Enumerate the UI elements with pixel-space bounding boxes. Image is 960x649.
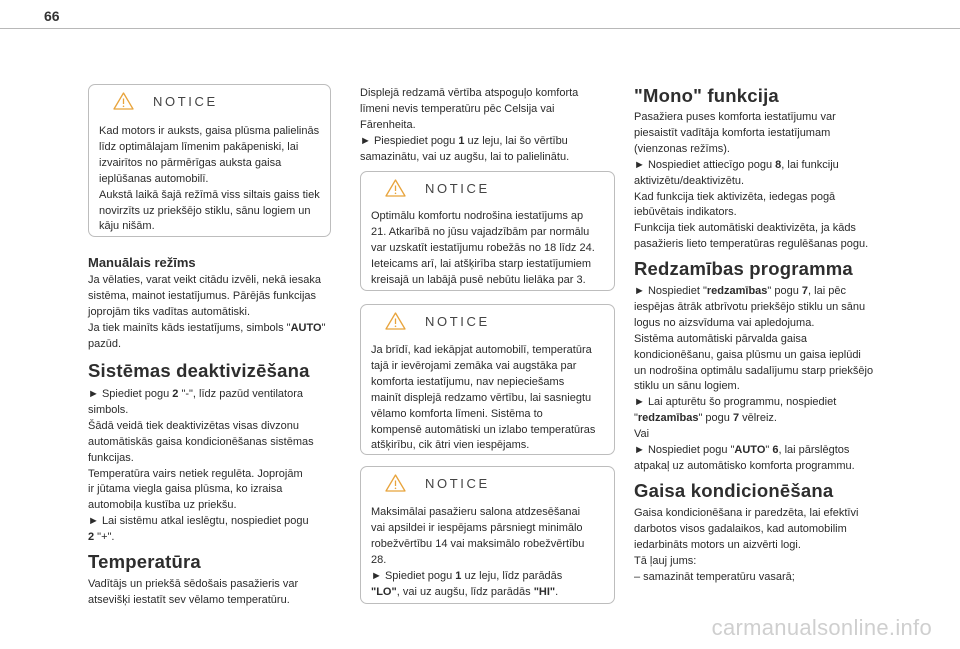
notice-box [360, 304, 615, 455]
manual-mode-text: Ja vēlaties, varat veikt citādu izvēli, nekā iesaka sistēma, mainot iestatījumus. Pārējās funkcijas joprojām tiks vadītas automātiski. Ja tiek mainīts kāds iestatījums, simbols "AUTO" pazūd. [88, 274, 326, 350]
notice-title: NOTICE [425, 476, 490, 491]
warning-icon [113, 92, 134, 110]
manual-mode-heading: Manuālais režīms [88, 255, 196, 270]
warning-icon [385, 179, 406, 197]
page-number: 66 [44, 8, 60, 24]
visibility-program-text: ► Nospiediet "redzamības" pogu 7, lai pēc iespējas ātrāk atbrīvotu priekšējo stiklu un sānu logus no aizsvīduma vai apledojuma. Sistēma automātiski pārvalda gaisa kondicionēšanu, gaisa plūsmu un gaisa ieplūdi un nodrošina optimālu sadalījumu starp priekšējo stiklu un sānu logiem. ► Lai apturētu šo programmu, nospiediet "redzamības" pogu 7 vēlreiz. Vai ► Nospiediet pogu "AUTO" 6, lai pārslēgtos atpakaļ uz automātisko komforta programmu. [634, 285, 874, 472]
mono-function-text: Pasažiera puses komforta iestatījumu var piesaistīt vadītāja komforta iestatījumam (vienzonas režīms). ► Nospiediet attiecīgo pogu 8, lai funkciju aktivizētu/deaktivizētu. Kad funkcija tiek aktivizēta, iedegas pogā iebūvētais indikators. Funkcija tiek automātiski deaktivizēta, ja kāds pasažieris lieto temperatūras regulēšanas pogu. [634, 111, 869, 251]
air-conditioning-heading: Gaisa kondicionēšana [634, 480, 834, 501]
notice-box [360, 171, 615, 291]
mono-function-heading: "Mono" funkcija [634, 85, 779, 106]
notice-title: NOTICE [425, 314, 490, 329]
notice-text: Ja brīdī, kad iekāpjat automobilī, temperatūra tajā ir ievērojami zemāka vai augstāka par komforta iestatījumu, nav nepieciešams mainīt displejā redzamo vērtību, lai sasniegtu vēlamo komforta līmeni. Sistēma to kompensē automātiski un izlabo temperatūras atšķirību, cik ātri vien iespējams. [371, 344, 596, 452]
warning-icon [385, 474, 406, 492]
temperature-text: Vadītājs un priekšā sēdošais pasažieris var atsevišķi iestatīt sev vēlamo temperatūru. [88, 578, 299, 606]
notice-title: NOTICE [153, 94, 218, 109]
notice-box [360, 466, 615, 604]
notice-title: NOTICE [425, 181, 490, 196]
air-conditioning-text: Gaisa kondicionēšana ir paredzēta, lai efektīvi darbotos visos gadalaikos, kad automobilim iedarbināts motors un aizvērti logi. Tā ļauj jums: – samazināt temperatūru vasarā; [634, 507, 859, 583]
warning-icon [385, 312, 406, 330]
top-divider [0, 28, 960, 29]
notice-text: Maksimālai pasažieru salona atdzesēšanai vai apsildei ir iespējams pārsniegt minimālo robežvērtību 14 vai maksimālo robežvērtību 28. ► Spiediet pogu 1 uz leju, līdz parādās "LO", vai uz augšu, līdz parādās "HI". [371, 506, 585, 598]
temperature-heading: Temperatūra [88, 551, 201, 572]
notice-text: Kad motors ir auksts, gaisa plūsma palielinās līdz optimālajam līmenim pakāpeniski, lai izvairītos no pārmērīgas auksta gaisa ieplūšanas automobilī. Aukstā laikā šajā režīmā viss siltais gaiss tiek novirzīts uz priekšējo stiklu, sānu logiem un kāju nišām. [99, 125, 320, 233]
deactivation-heading: Sistēmas deaktivizēšana [88, 360, 310, 381]
display-value-text: Displejā redzamā vērtība atspoguļo komforta līmeni nevis temperatūru pēc Celsija vai Fārenheita. ► Piespiediet pogu 1 uz leju, lai šo vērtību samazinātu, vai uz augšu, lai to palielinātu. [360, 87, 579, 163]
deactivation-text: ► Spiediet pogu 2 "-", līdz pazūd ventilatora simbols. Šādā veidā tiek deaktivizētas visas divzonu automātiskās gaisa kondicionēšanas sistēmas funkcijas. Temperatūra vairs netiek regulēta. Joprojām ir jūtama viegla gaisa plūsma, ko izraisa automobiļa kustība uz priekšu. ► Lai sistēmu atkal ieslēgtu, nospiediet pogu 2 "+". [88, 388, 314, 544]
notice-box [88, 84, 331, 237]
watermark: carmanualsonline.info [711, 615, 932, 640]
notice-text: Optimālu komfortu nodrošina iestatījums ap 21. Atkarībā no jūsu vajadzībām par normālu var uzskatīt iestatījumu robežās no 18 līdz 24. Ieteicams arī, lai atšķirība starp iestatījumiem kreisajā un labājā pusē nebūtu lielāka par 3. [371, 210, 595, 286]
visibility-program-heading: Redzamības programma [634, 258, 853, 279]
